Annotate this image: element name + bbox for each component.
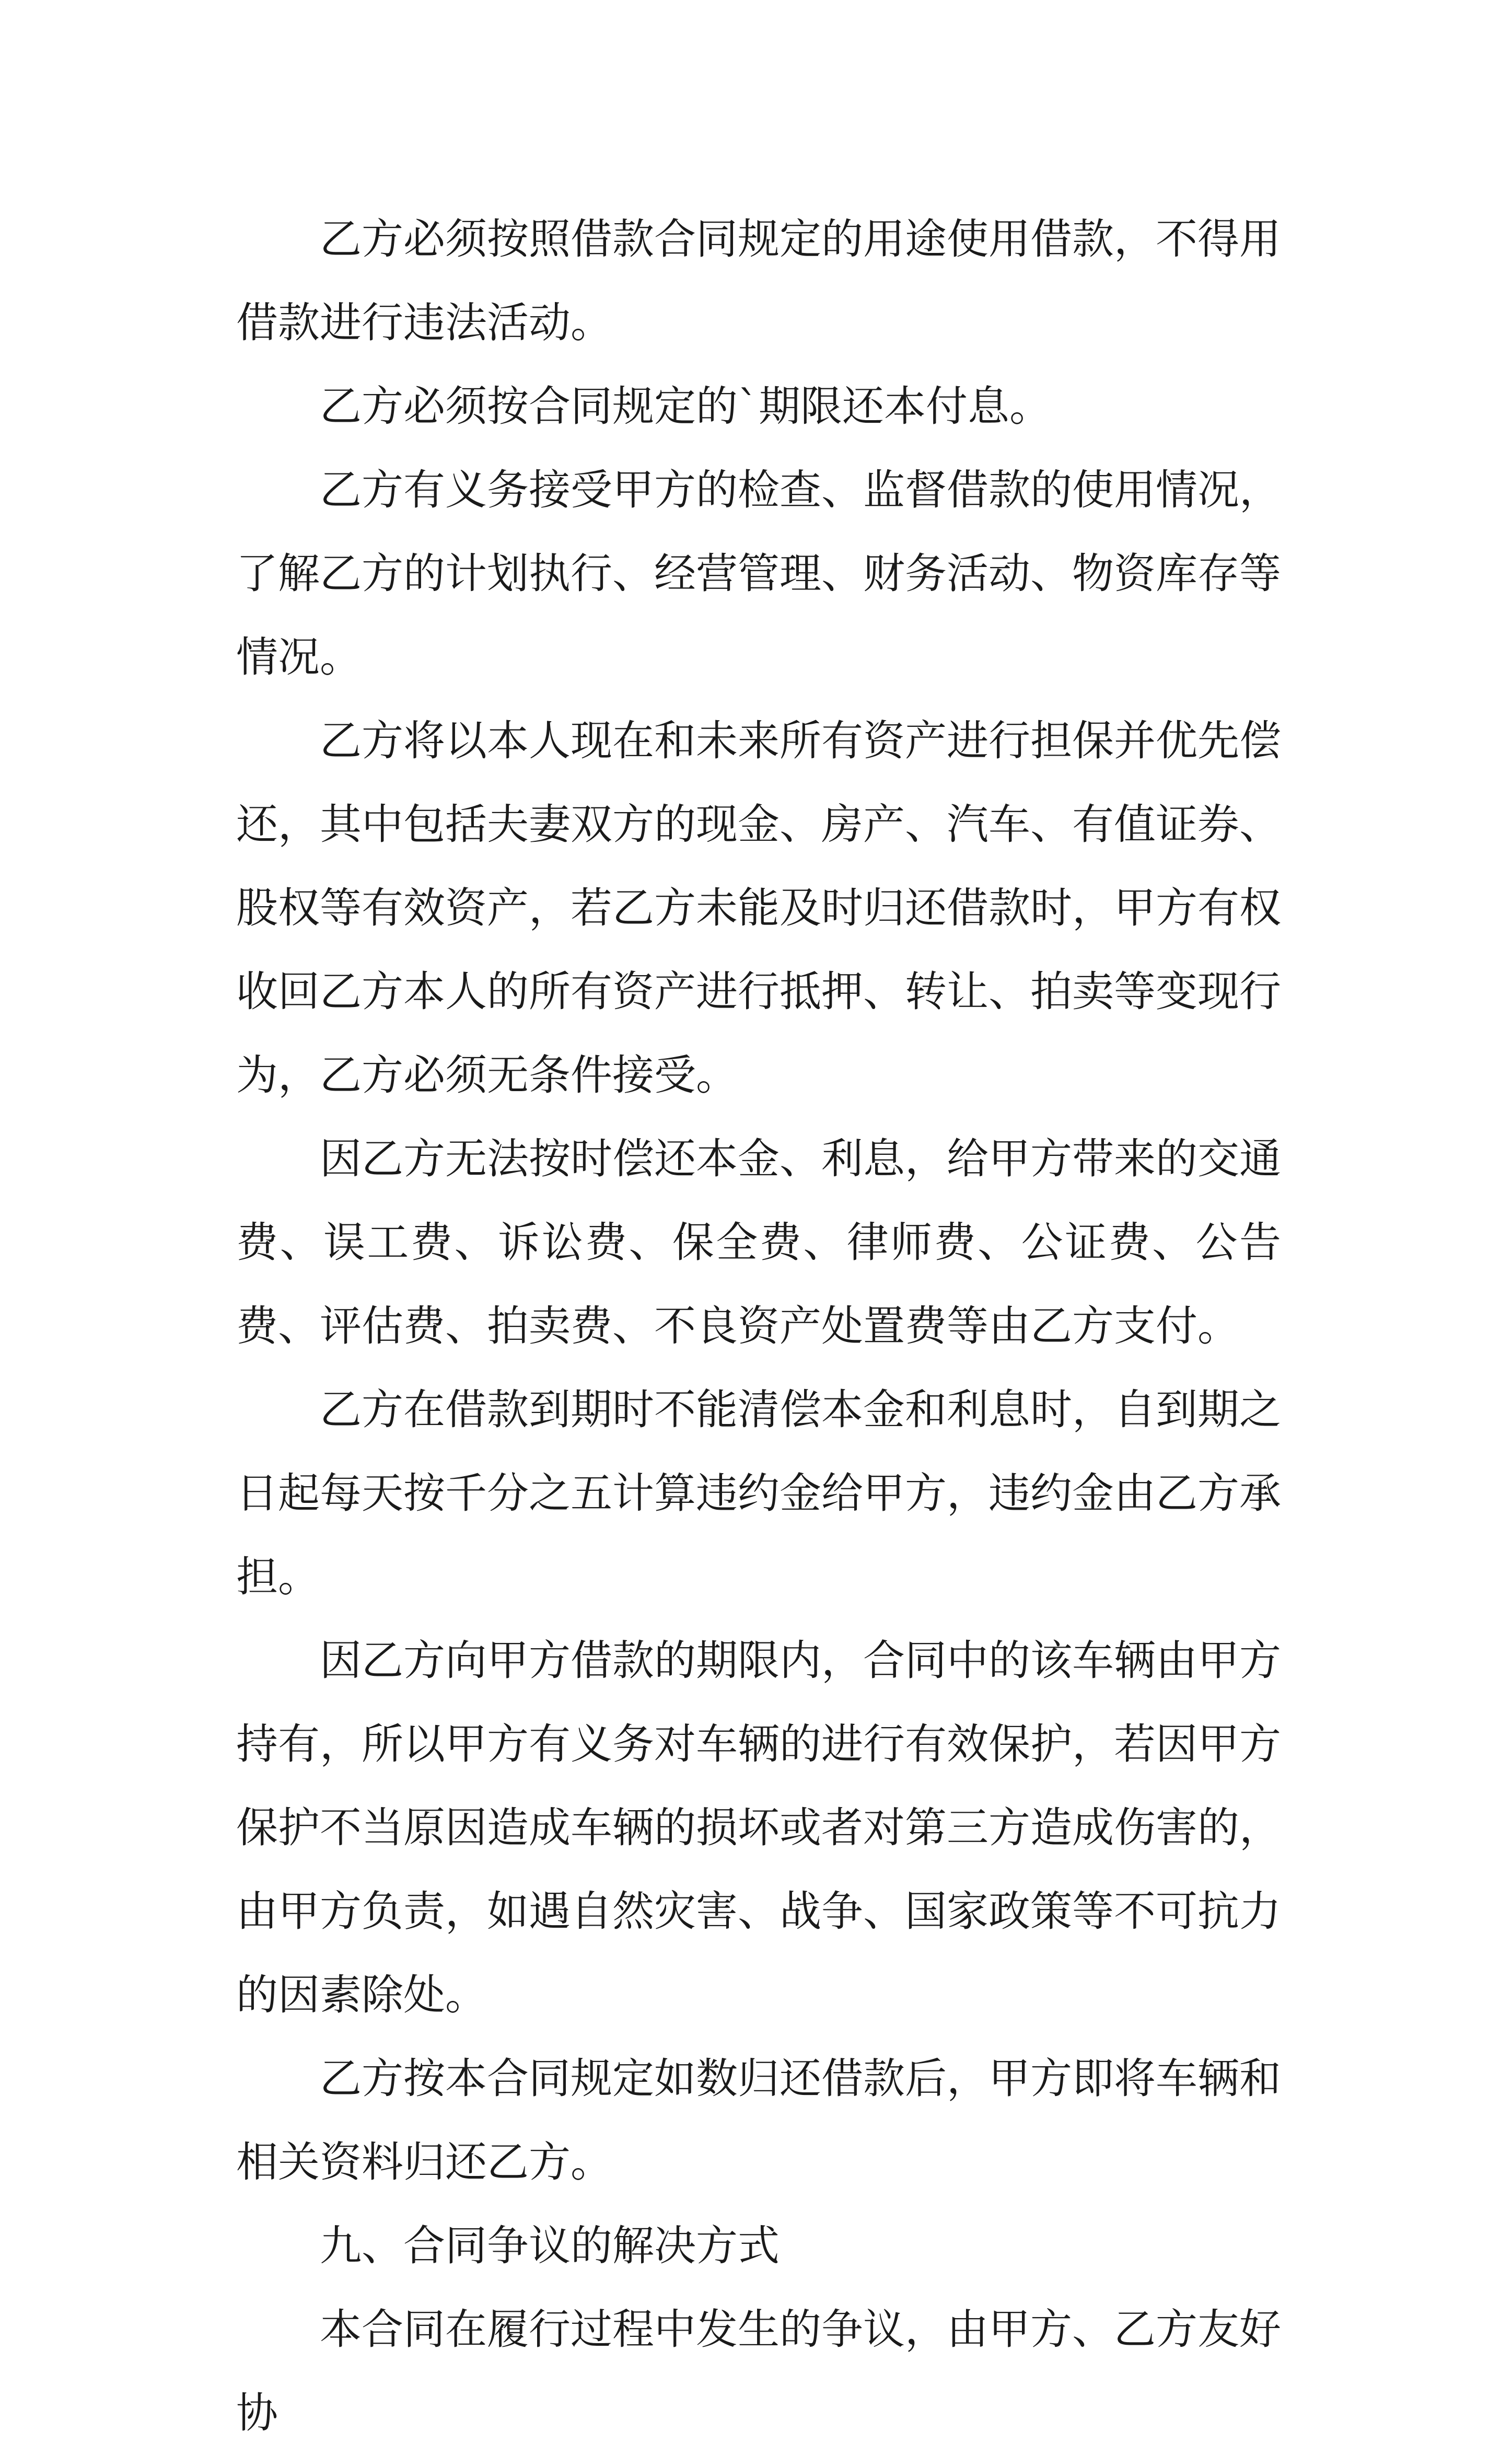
paragraph-asset-guarantee: 乙方将以本人现在和未来所有资产进行担保并优先偿还，其中包括夫妻双方的现金、房产、汽车、有值证券、股权等有效资产，若乙方未能及时归还借款时，甲方有权收回乙方本人的所有资产进行抵押、转让、拍卖等变现行为，乙方必须无条件接受。 bbox=[236, 716, 1281, 1099]
paragraph-dispute-resolution: 本合同在履行过程中发生的争议，由甲方、乙方友好协 bbox=[236, 2305, 1281, 2437]
document-body bbox=[236, 198, 1281, 2455]
section-heading-dispute: 九、合同争议的解决方式 bbox=[320, 2221, 780, 2270]
paragraph-vehicle-return: 乙方按本合同规定如数归还借款后，甲方即将车辆和相关资料归还乙方。 bbox=[236, 2054, 1281, 2186]
paragraph-loan-usage: 乙方必须按照借款合同规定的用途使用借款，不得用借款进行违法活动。 bbox=[236, 215, 1281, 347]
paragraph-inspection-duty: 乙方有义务接受甲方的检查、监督借款的使用情况，了解乙方的计划执行、经营管理、财务活动、物资库存等情况。 bbox=[236, 466, 1281, 681]
paragraph-repayment-term: 乙方必须按合同规定的`期限还本付息。 bbox=[320, 382, 1051, 431]
paragraph-penalty: 乙方在借款到期时不能清偿本金和利息时，自到期之日起每天按千分之五计算违约金给甲方，违约金由乙方承担。 bbox=[236, 1385, 1281, 1601]
paragraph-vehicle-custody: 因乙方向甲方借款的期限内，合同中的该车辆由甲方持有，所以甲方有义务对车辆的进行有效保护，若因甲方保护不当原因造成车辆的损坏或者对第三方造成伤害的，由甲方负责，如遇自然灾害、战争、国家政策等不可抗力的因素除处。 bbox=[236, 1636, 1281, 2019]
paragraph-fees: 因乙方无法按时偿还本金、利息，给甲方带来的交通费、误工费、诉讼费、保全费、律师费、公证费、公告费、评估费、拍卖费、不良资产处置费等由乙方支付。 bbox=[236, 1134, 1281, 1350]
